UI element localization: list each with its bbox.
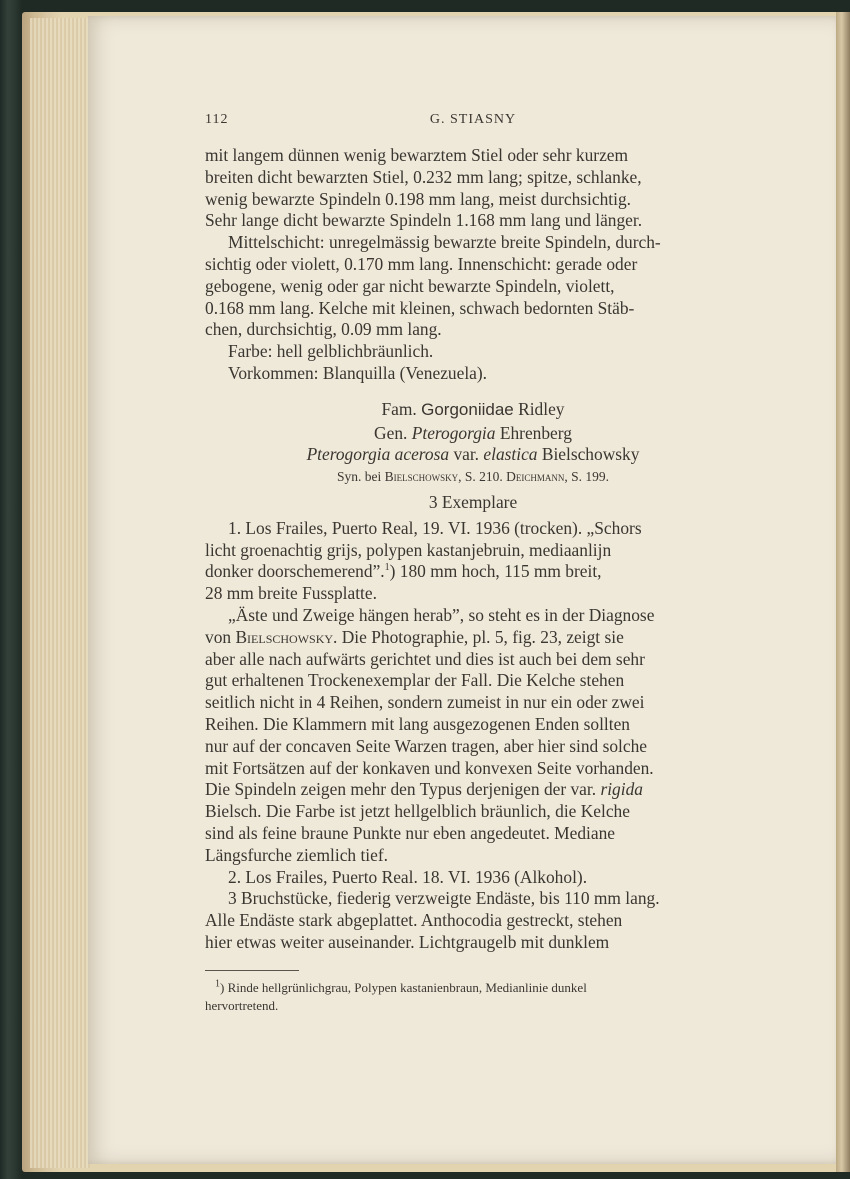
text-line: 3 Bruchstücke, fiederig verzweigte Endäste, bis 110 mm lang. [228,888,660,909]
footnote-ref: 1 [384,562,390,574]
footnote: $^1$) Rinde hellgrünlichgrau, Polypen kastanienbraun, Medianlinie dunkel hervortretend. [205,978,587,1013]
footnote-rule [205,970,299,971]
text-line: von Bielschowsky. Die Photographie, pl. 5, fig. 23, zeigt sie [205,626,624,647]
text-line: gebogene, wenig oder gar nicht bewarzte Spindeln, violett, [205,275,615,296]
running-author: G. STIASNY [429,112,517,127]
text-line: Sehr lange dicht bewarzte Spindeln 1.168 mm lang und länger. [205,210,643,231]
text-line: Die Spindeln zeigen mehr den Typus derjenigen der var. rigida [205,779,643,800]
family-heading: Fam. Gorgoniidae Ridley [381,398,565,419]
running-header [205,112,741,132]
species-heading: Pterogorgia acerosa var. elastica Bielschowsky [306,444,640,465]
text-line: Farbe: hell gelblichbräunlich. [228,341,434,362]
page-edges [30,18,90,1168]
text-line: licht groenachtig grijs, polypen kastanjebruin, mediaanlijn [205,539,612,560]
text-line: 1. Los Frailes, Puerto Real, 19. VI. 1936 (trocken). „Schors [228,517,642,538]
text-line: Längsfurche ziemlich tief. [205,844,389,865]
text-line: chen, durchsichtig, 0.09 mm lang. [205,319,442,340]
specimen-count: 3 Exemplare [428,491,518,512]
text-line: „Äste und Zweige hängen herab”, so steht es in der Diagnose [228,604,655,625]
footnote-marker: 1 [215,978,220,990]
synonymy-line: Syn. bei Bielschowsky, S. 210. Deichmann, S. 199. [336,469,610,485]
genus-name: Pterogorgia [411,422,496,443]
text-line: aber alle nach aufwärts gerichtet und dies ist auch bei dem sehr [205,648,645,669]
text-line: 2. Los Frailes, Puerto Real. 18. VI. 1936 (Alkohol). [228,866,588,887]
book-right-edge [836,12,850,1172]
text-line: mit langem dünnen wenig bewarztem Stiel oder sehr kurzem [205,145,629,165]
text-line: 28 mm breite Fussplatte. [205,583,377,604]
text-line: Reihen. Die Klammern mit lang ausgezogenen Enden sollten [205,713,630,734]
text-line: gut erhaltenen Trockenexemplar der Fall. Die Kelche stehen [205,670,625,691]
text-line: breiten dicht bewarzten Stiel, 0.232 mm lang; spitze, schlanke, [205,166,642,187]
text-line: nur auf der concaven Seite Warzen tragen, aber hier sind solche [205,735,648,756]
text-line: sind als feine braune Punkte nur eben angedeutet. Mediane [205,822,615,843]
text-line: Alle Endäste stark abgeplattet. Anthocodia gestreckt, stehen [205,910,623,931]
text-line: seitlich nicht in 4 Reihen, sondern zumeist in nur ein oder zwei [205,692,645,713]
text-line: 0.168 mm lang. Kelche mit kleinen, schwach bedornten Stäb- [205,297,635,318]
page-number: 112 [205,112,229,127]
text-line: hier etwas weiter auseinander. Lichtgraugelb mit dunklem [205,931,610,952]
genus-heading: Gen. Pterogorgia Ehrenberg [374,422,572,443]
page-text [205,145,741,954]
text-line: mit Fortsätzen auf der konkaven und konvexen Seite vorhanden. [205,757,654,778]
family-name: Gorgoniidae [421,399,514,419]
text-line: sichtig oder violett, 0.170 mm lang. Innenschicht: gerade oder [205,253,638,274]
text-line: donker doorschemerend”.$^1$) 180 mm hoch, 115 mm breit, [205,561,602,582]
text-line: wenig bewarzte Spindeln 0.198 mm lang, meist durchsichtig. [205,188,631,209]
text-line: Mittelschicht: unregelmässig bewarzte breite Spindeln, durch- [228,232,661,253]
text-line: Vorkommen: Blanquilla (Venezuela). [228,362,488,383]
text-line: Bielsch. Die Farbe ist jetzt hellgelblich bräunlich, die Kelche [205,801,630,822]
